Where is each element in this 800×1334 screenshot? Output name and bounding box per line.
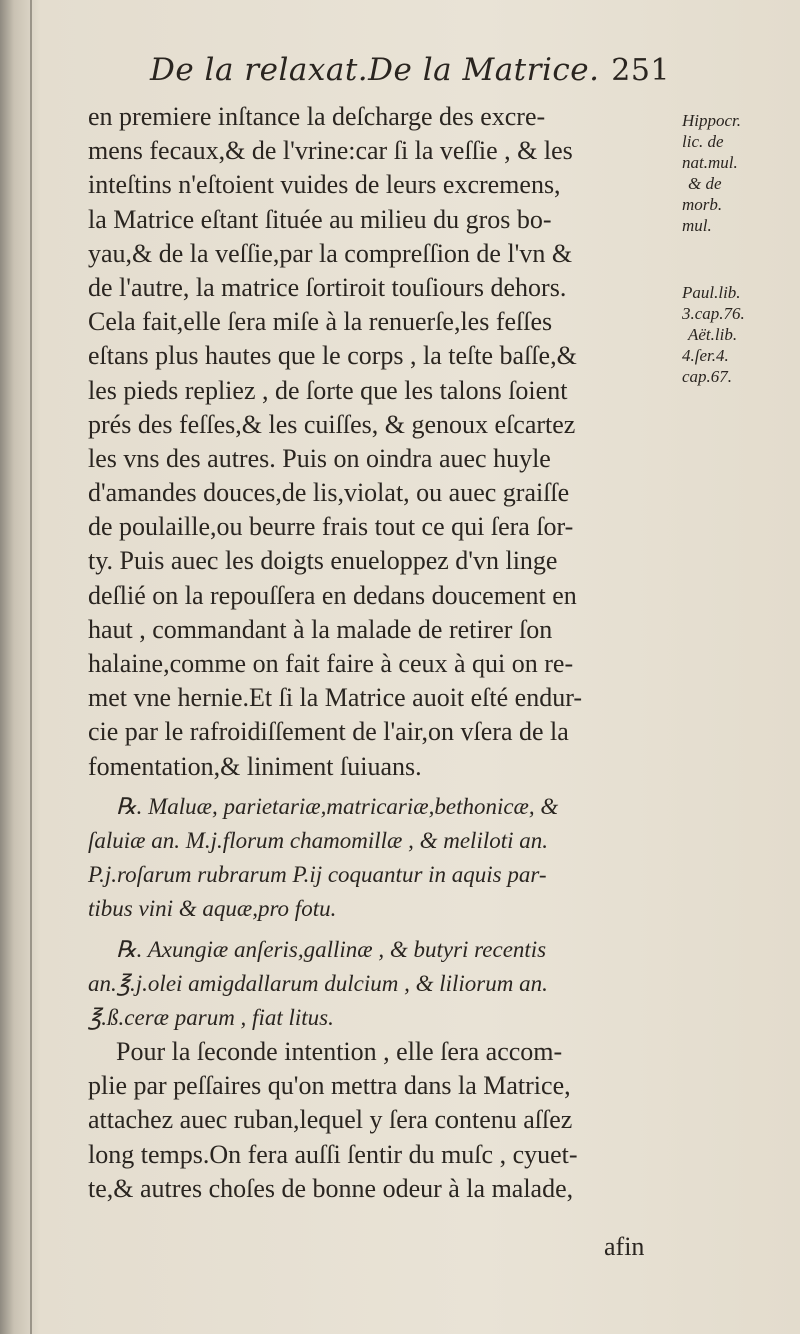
recipe-line: ℞. Axungiæ anſeris,gallinæ , & butyri recentis bbox=[116, 936, 547, 962]
margin-note-line: nat.mul. bbox=[682, 153, 738, 172]
recipe-liniment bbox=[88, 933, 668, 1036]
recipe-line: an.℥.j.olei amigdallarum dulcium , & liliorum an. bbox=[88, 970, 548, 996]
margin-note-paulus bbox=[682, 282, 797, 387]
margin-note-hippocrates bbox=[682, 110, 797, 236]
margin-note-line: Paul.lib. bbox=[682, 283, 741, 302]
binding-gutter bbox=[30, 0, 32, 1334]
running-title: De la relaxat.De la Matrice. bbox=[150, 52, 600, 88]
running-header bbox=[150, 52, 670, 102]
text-line: attachez auec ruban,lequel y ſera contenu aſſez bbox=[88, 1105, 573, 1135]
recipe-line: P.j.roſarum rubrarum P.ij coquantur in aquis par- bbox=[88, 862, 547, 888]
text-line: met vne hernie.Et ſi la Matrice auoit eſté endur- bbox=[88, 683, 582, 713]
recipe-fomentation bbox=[88, 790, 668, 927]
text-line: de l'autre, la matrice ſortiroit touſiours dehors. bbox=[88, 272, 567, 302]
body-paragraph bbox=[88, 100, 668, 784]
text-line: te,& autres choſes de bonne odeur à la malade, bbox=[88, 1173, 574, 1203]
text-line: fomentation,& liniment ſuiuans. bbox=[88, 751, 422, 781]
text-line: prés des feſſes,& les cuiſſes, & genoux eſcartez bbox=[88, 409, 576, 439]
closing-paragraph bbox=[88, 1035, 668, 1206]
marginal-notes bbox=[682, 110, 797, 387]
recipe-line: ℞. Maluæ, parietariæ,matricariæ,bethonicæ, & bbox=[116, 793, 559, 819]
text-line: d'amandes douces,de lis,violat, ou auec graiſſe bbox=[88, 478, 570, 508]
page-number: 251 bbox=[611, 53, 670, 88]
text-line: en premiere inſtance la deſcharge des excre- bbox=[88, 102, 546, 131]
text-line: yau,& de la veſſie,par la compreſſion de l'vn & bbox=[88, 238, 573, 268]
margin-note-line: mul. bbox=[682, 216, 712, 235]
text-line: long temps.On fera auſſi ſentir du muſc , cyuet- bbox=[88, 1139, 578, 1169]
margin-note-line: Hippocr. bbox=[682, 111, 742, 130]
margin-note-line: 4.ſer.4. bbox=[682, 346, 729, 365]
recipe-line: ſaluiæ an. M.j.florum chamomillæ , & meliloti an. bbox=[88, 827, 548, 853]
margin-note-line: morb. bbox=[682, 195, 723, 214]
text-line: les pieds repliez , de ſorte que les talons ſoient bbox=[88, 375, 568, 405]
main-text bbox=[88, 100, 668, 1206]
text-line: Pour la ſeconde intention , elle ſera accom- bbox=[116, 1037, 563, 1067]
text-line: de poulaille,ou beurre frais tout ce qui ſera ſor- bbox=[88, 512, 574, 542]
text-line: halaine,comme on fait faire à ceux à qui on re- bbox=[88, 649, 574, 678]
text-line: eſtans plus hautes que le corps , la teſte baſſe,& bbox=[88, 341, 577, 371]
text-line: mens fecaux,& de l'vrine:car ſi la veſſie , & les bbox=[88, 136, 573, 166]
margin-note-line: & de bbox=[688, 174, 722, 193]
catchword: afin bbox=[604, 1232, 645, 1261]
text-line: inteſtins n'eſtoient vuides de leurs excremens, bbox=[88, 170, 561, 200]
margin-note-line: Aët.lib. bbox=[688, 325, 738, 344]
text-line: la Matrice eſtant ſituée au milieu du gros bo- bbox=[88, 204, 552, 234]
recipe-line: ℥.ß.ceræ parum , fiat litus. bbox=[88, 1004, 334, 1030]
text-line: les vns des autres. Puis on oindra auec huyle bbox=[88, 443, 551, 473]
text-line: haut , commandant à la malade de retirer ſon bbox=[88, 614, 553, 644]
margin-note-line: lic. de bbox=[682, 132, 724, 151]
recipe-line: tibus vini & aquæ,pro fotu. bbox=[88, 896, 337, 922]
text-line: deſlié on la repouſſera en dedans doucement en bbox=[88, 580, 577, 610]
text-line: plie par peſſaires qu'on mettra dans la Matrice, bbox=[88, 1071, 571, 1101]
text-line: ty. Puis auec les doigts enueloppez d'vn linge bbox=[88, 546, 558, 576]
text-line: Cela fait,elle ſera miſe à la renuerſe,les feſſes bbox=[88, 307, 553, 337]
margin-note-line: 3.cap.76. bbox=[682, 304, 745, 323]
margin-note-line: cap.67. bbox=[682, 367, 733, 386]
text-line: cie par le rafroidiſſement de l'air,on vſera de la bbox=[88, 717, 569, 747]
